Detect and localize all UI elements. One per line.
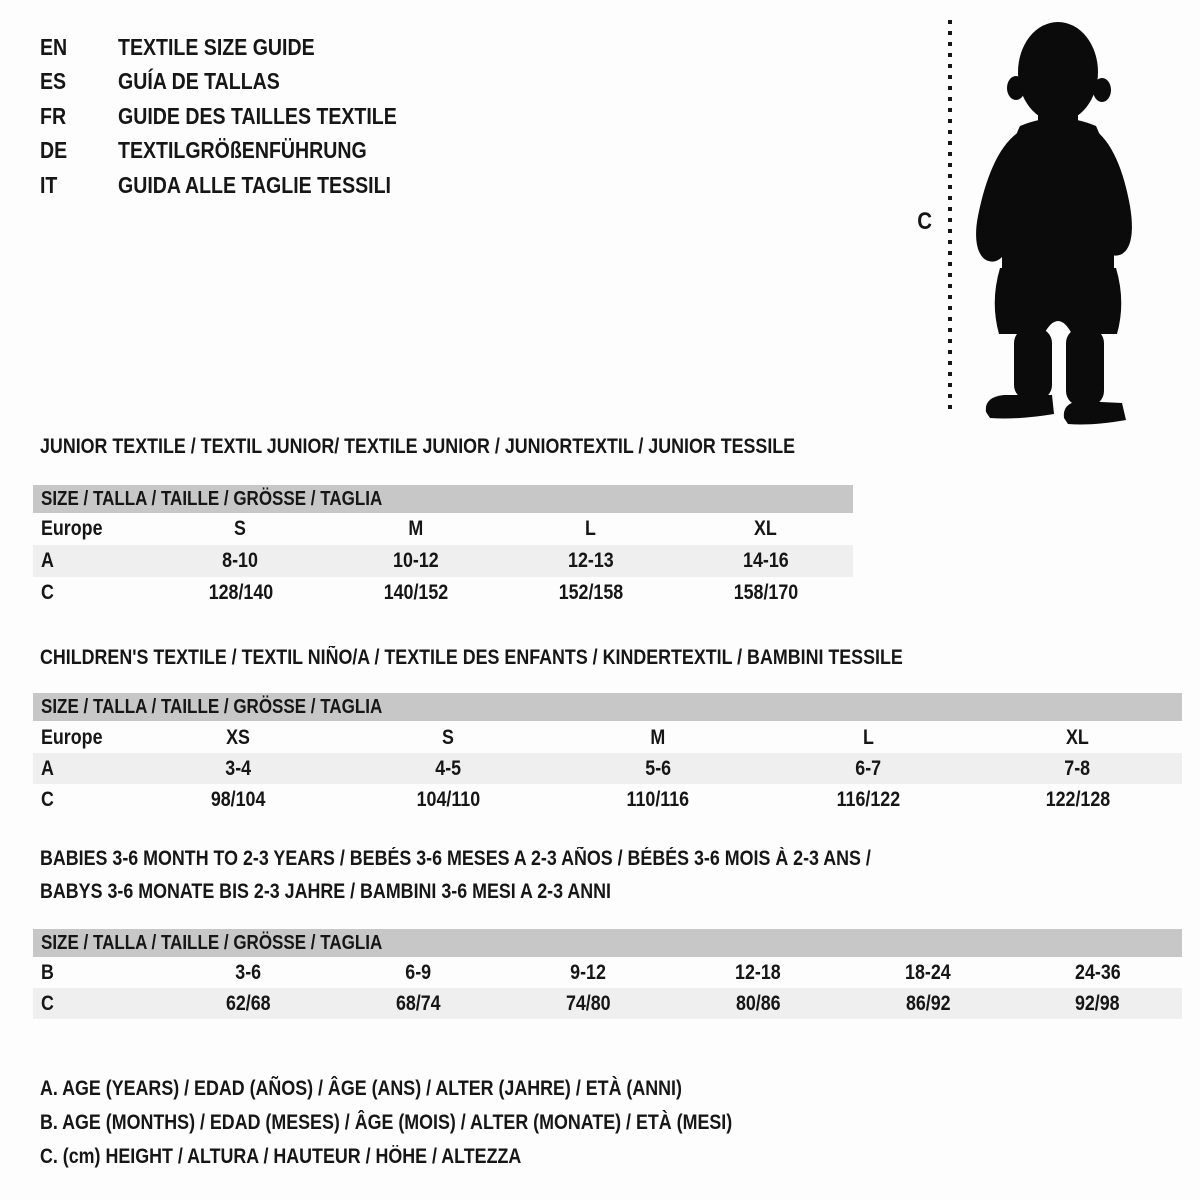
table-cell: 140/152 <box>383 581 448 604</box>
children-size-table <box>33 722 1182 815</box>
row-label: A <box>33 753 133 784</box>
table-cell: XS <box>226 725 250 749</box>
junior-section-title: JUNIOR TEXTILE / TEXTIL JUNIOR/ TEXTILE JUNIOR / JUNIORTEXTIL / JUNIOR TESSILE <box>40 435 796 458</box>
table-cell: 8-10 <box>153 545 328 577</box>
babies-title-line-2: BABYS 3-6 MONATE BIS 2-3 JAHRE / BAMBINI 3-6 MESI A 2-3 ANNI <box>40 880 611 903</box>
table-cell: 3-4 <box>133 753 343 784</box>
baby-silhouette-icon <box>890 8 1160 428</box>
language-code: FR <box>40 102 67 129</box>
table-cell: M <box>650 725 666 749</box>
legend-line-a: A. AGE (YEARS) / EDAD (AÑOS) / ÂGE (ANS) / ALTER (JAHRE) / ETÀ (ANNI) <box>40 1077 682 1100</box>
children-section-title: CHILDREN'S TEXTILE / TEXTIL NIÑO/A / TEXTILE DES ENFANTS / KINDERTEXTIL / BAMBINI TESSILE <box>40 646 903 669</box>
language-row <box>40 30 446 65</box>
table-cell: 18-24 <box>905 960 951 984</box>
row-label: C <box>41 581 54 604</box>
table-cell: 7-8 <box>973 753 1182 784</box>
legend-line-b: B. AGE (MONTHS) / EDAD (MESES) / ÂGE (MOIS) / ALTER (MONATE) / ETÀ (MESI) <box>40 1111 733 1134</box>
table-cell: 152/158 <box>558 581 623 604</box>
table-cell: 158/170 <box>733 581 798 604</box>
table-cell: 24-36 <box>1074 960 1121 984</box>
table-row <box>33 577 853 609</box>
table-cell: 92/98 <box>1013 988 1182 1019</box>
table-row <box>33 957 1182 988</box>
babies-size-table <box>33 957 1182 1019</box>
row-label: C <box>41 787 54 811</box>
table-row <box>33 753 1182 784</box>
table-cell: 80/86 <box>673 988 843 1019</box>
table-cell: 62/68 <box>163 988 333 1019</box>
junior-size-table <box>33 513 853 609</box>
table-row <box>33 513 853 545</box>
table-cell: 122/128 <box>1045 787 1110 811</box>
language-list <box>40 30 446 203</box>
table-cell: 68/74 <box>333 988 503 1019</box>
table-cell: L <box>585 517 596 540</box>
language-label: GUÍA DE TALLAS <box>118 68 280 95</box>
legend <box>40 1072 854 1174</box>
table-cell: 3-6 <box>235 960 261 984</box>
table-cell: S <box>234 517 247 540</box>
table-cell: 6-7 <box>763 753 973 784</box>
row-label: Europe <box>41 517 103 540</box>
table-cell: 86/92 <box>843 988 1013 1019</box>
table-cell: 9-12 <box>570 960 606 984</box>
language-row <box>40 65 446 100</box>
table-cell: 10-12 <box>328 545 503 577</box>
language-label: TEXTILGRÖßENFÜHRUNG <box>118 137 367 164</box>
baby-silhouette <box>976 22 1132 425</box>
language-code: EN <box>40 33 68 60</box>
language-row <box>40 99 446 134</box>
table-cell: XL <box>1066 725 1089 749</box>
table-cell: 12-13 <box>503 545 678 577</box>
table-cell: 5-6 <box>553 753 763 784</box>
table-cell: 12-18 <box>735 960 781 984</box>
table-cell: S <box>442 725 454 749</box>
table-cell: 14-16 <box>678 545 853 577</box>
language-label: GUIDA ALLE TAGLIE TESSILI <box>118 171 391 198</box>
table-cell: 74/80 <box>503 988 673 1019</box>
table-row <box>33 784 1182 815</box>
height-measure-label: C <box>917 208 933 235</box>
table-row <box>33 722 1182 753</box>
babies-size-header-bar: SIZE / TALLA / TAILLE / GRÖSSE / TAGLIA <box>33 929 1182 957</box>
row-label: A <box>33 545 153 577</box>
table-cell: M <box>408 517 423 540</box>
babies-title-line-1: BABIES 3-6 MONTH TO 2-3 YEARS / BEBÉS 3-6 MESES A 2-3 AÑOS / BÉBÉS 3-6 MOIS À 2-3 ANS / <box>40 847 871 870</box>
table-cell: 6-9 <box>405 960 431 984</box>
language-code: ES <box>40 68 67 95</box>
language-row <box>40 134 446 169</box>
language-code: IT <box>40 171 58 198</box>
row-label: B <box>41 960 54 984</box>
row-label: Europe <box>41 725 103 749</box>
language-row <box>40 168 446 203</box>
row-label: C <box>33 988 163 1019</box>
table-row <box>33 988 1182 1019</box>
table-cell: 98/104 <box>210 787 266 811</box>
legend-line-c: C. (cm) HEIGHT / ALTURA / HAUTEUR / HÖHE / ALTEZZA <box>40 1145 522 1168</box>
children-size-header-bar: SIZE / TALLA / TAILLE / GRÖSSE / TAGLIA <box>33 693 1182 721</box>
table-cell: XL <box>754 517 777 540</box>
language-label: GUIDE DES TAILLES TEXTILE <box>118 102 397 129</box>
babies-section-title <box>40 842 1018 908</box>
table-cell: 4-5 <box>343 753 553 784</box>
table-cell: L <box>862 725 874 749</box>
table-cell: 104/110 <box>416 787 480 811</box>
language-label: TEXTILE SIZE GUIDE <box>118 33 315 60</box>
table-cell: 128/140 <box>208 581 273 604</box>
language-code: DE <box>40 137 68 164</box>
junior-size-header-bar: SIZE / TALLA / TAILLE / GRÖSSE / TAGLIA <box>33 485 853 513</box>
table-row <box>33 545 853 577</box>
table-cell: 116/122 <box>836 787 900 811</box>
table-cell: 110/116 <box>626 787 690 811</box>
